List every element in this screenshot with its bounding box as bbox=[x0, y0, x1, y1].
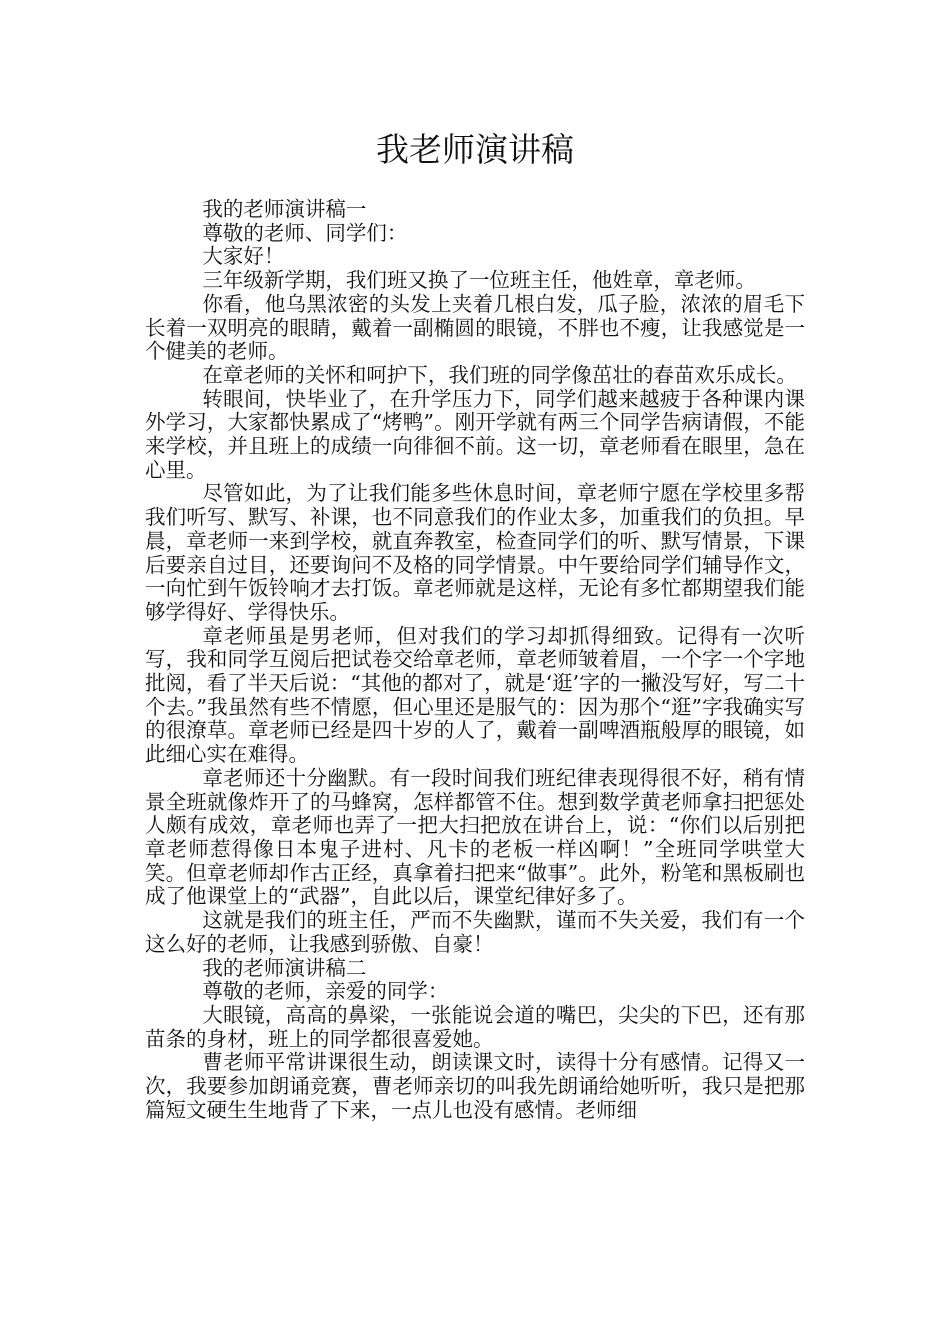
document-title: 我老师演讲稿 bbox=[376, 130, 574, 169]
paragraph: 这就是我们的班主任，严而不失幽默，谨而不失关爱，我们有一个这么好的老师，让我感到骄傲、自豪！ bbox=[145, 908, 805, 956]
paragraph: 曹老师平常讲课很生动，朗读课文时，读得十分有感情。记得又一次，我要参加朗诵竞赛，曹老师亲切的叫我先朗诵给她听听，我只是把那篇短文硬生生地背了下来，一点儿也没有感情。老师细 bbox=[145, 1050, 805, 1122]
paragraph: 我的老师演讲稿一 bbox=[202, 197, 367, 221]
paragraph: 尊敬的老师，亲爱的同学： bbox=[202, 979, 449, 1004]
paragraph: 在章老师的关怀和呵护下，我们班的同学像茁壮的春苗欢乐成长。 bbox=[202, 362, 797, 387]
paragraph: 三年级新学期，我们班又换了一位班主任，他姓章，章老师。 bbox=[202, 268, 756, 293]
paragraph: 我的老师演讲稿二 bbox=[202, 955, 367, 980]
paragraph: 你看，他乌黑浓密的头发上夹着几根白发，瓜子脸，浓浓的眉毛下长着一双明亮的眼睛，戴着一副椭圆的眼镜，不胖也不瘦，让我感觉是一个健美的老师。 bbox=[145, 291, 805, 364]
paragraph: 大眼镜，高高的鼻梁，一张能说会道的嘴巴，尖尖的下巴，还有那苗条的身材，班上的同学都很喜爱她。 bbox=[145, 1002, 805, 1051]
paragraph: 章老师虽是男老师，但对我们的学习却抓得细致。记得有一次听写，我和同学互阅后把试卷交给章老师，章老师皱着眉，一个字一个字地批阅，看了半天后说：“其他的都对了，就是‘逛’字的一撇没写好，写二十个去。”我虽然有些不情愿，但心里还是服气的：因为那个“逛”字我确实写的很潦草。章老师已经是四十岁的人了，戴着一副啤酒瓶般厚的眼镜，如此细心实在难得。 bbox=[145, 623, 805, 767]
paragraph: 转眼间，快毕业了，在升学压力下，同学们越来越疲于各种课内课外学习，大家都快累成了“烤鸭”。刚开学就有两三个同学告病请假，不能来学校，并且班上的成绩一向徘徊不前。这一切，章老师看在眼里，急在心里。 bbox=[145, 386, 805, 482]
paragraph: 大家好！ bbox=[202, 244, 285, 269]
paragraph: 章老师还十分幽默。有一段时间我们班纪律表现得很不好，稍有情景全班就像炸开了的马蜂窝，怎样都管不住。想到数学黄老师拿扫把惩处人颇有成效，章老师也弄了一把大扫把放在讲台上，说：“你们以后别把章老师惹得像日本鬼子进村、凡卡的老板一样凶啊！”全班同学哄堂大笑。但章老师却作古正经，真拿着扫把来“做事”。此外，粉笔和黑板刷也成了他课堂上的“武器”，自此以后，课堂纪律好多了。 bbox=[145, 765, 805, 909]
paragraph: 尊敬的老师、同学们： bbox=[202, 220, 408, 245]
document-body bbox=[145, 198, 805, 1122]
paragraph: 尽管如此，为了让我们能多些休息时间，章老师宁愿在学校里多帮我们听写、默写、补课，也不同意我们的作业太多，加重我们的负担。早晨，章老师一来到学校，就直奔教室，检查同学们的听、默写情景，下课后要亲自过目，还要询问不及格的同学情景。中午要给同学们辅导作文，一向忙到午饭铃响才去打饭。章老师就是这样，无论有多忙都期望我们能够学得好、学得快乐。 bbox=[145, 481, 805, 624]
